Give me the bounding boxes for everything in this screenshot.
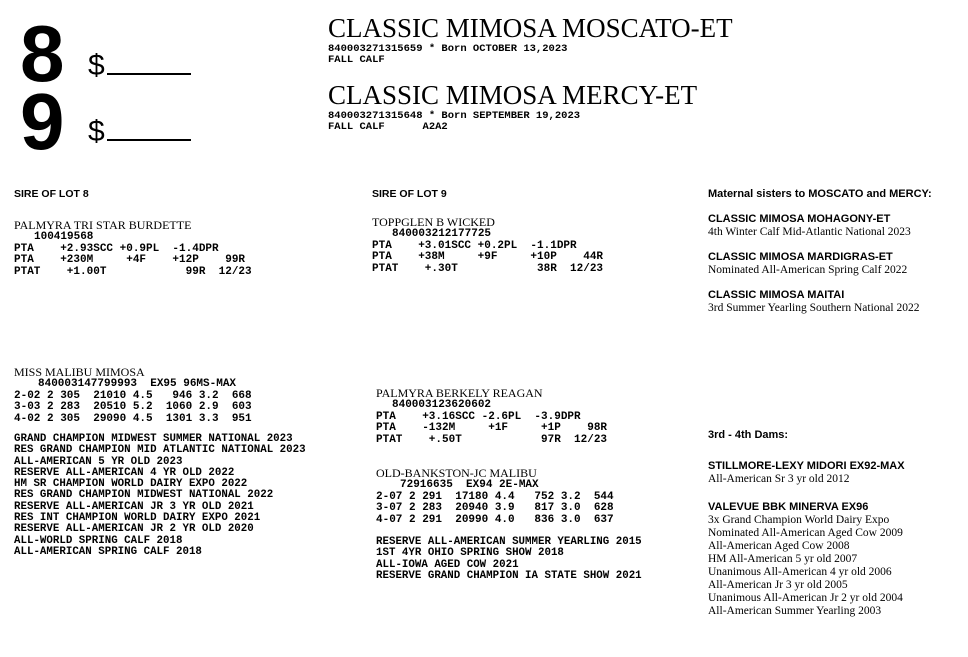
lot-9-name: CLASSIC MIMOSA MERCY-ET xyxy=(328,80,698,110)
dam-achievement-7: RESERVE ALL-AMERICAN JR 3 YR OLD 2021 xyxy=(14,500,254,513)
dam-achievement-2: RES GRAND CHAMPION MID ATLANTIC NATIONAL 2023 xyxy=(14,444,306,457)
lot-9-id-line: 840003271315648 * Born SEPTEMBER 19,2023 xyxy=(328,110,581,122)
dam-record-3: 4-02 2 305 29090 4.5 1301 3.3 951 xyxy=(14,412,252,425)
fourth-dam-name: VALEVUE BBK MINERVA EX96 xyxy=(708,501,869,513)
mgs-pta-2: PTA -132M +1F +1P 98R xyxy=(376,422,608,434)
lot-9-price-symbol: $ xyxy=(88,115,105,148)
sire-9-pta-2: PTA +38M +9F +10P 44R xyxy=(372,251,604,263)
granddam-record-3: 4-07 2 291 20990 4.0 836 3.0 637 xyxy=(376,513,614,526)
sire-8-pta-1: PTA +2.93SCC +0.9PL -1.4DPR xyxy=(14,242,219,255)
maternal-sisters-heading: Maternal sisters to MOSCATO and MERCY: xyxy=(708,188,932,200)
granddam-achievement-4: RESERVE GRAND CHAMPION IA STATE SHOW 2021 xyxy=(376,569,642,582)
lot-8-price xyxy=(88,51,191,81)
third-dam-name: STILLMORE-LEXY MIDORI EX92-MAX xyxy=(708,460,905,472)
fourth-dam-note-7: Unanimous All-American Jr 2 yr old 2004 xyxy=(708,592,903,604)
fourth-dam-note-3: All-American Aged Cow 2008 xyxy=(708,540,850,552)
sister-3-name: CLASSIC MIMOSA MAITAI xyxy=(708,289,845,301)
lot-8-class: FALL CALF xyxy=(328,54,385,66)
fourth-dam-note-1: 3x Grand Champion World Dairy Expo xyxy=(708,514,890,526)
mgs-ptat: PTAT +.50T 97R 12/23 xyxy=(376,433,608,446)
mgs-id: 840003123620602 xyxy=(392,399,492,411)
mgs-block xyxy=(376,387,607,446)
lot-8-price-blank[interactable] xyxy=(107,51,191,75)
sire-9-pta-1: PTA +3.01SCC +0.2PL -1.1DPR xyxy=(372,239,577,252)
dams-3-4 xyxy=(708,429,905,618)
sire-9-heading: SIRE OF LOT 9 xyxy=(372,188,447,200)
granddam-achievement-1: RESERVE ALL-AMERICAN SUMMER YEARLING 2015 xyxy=(376,536,642,548)
dam-achievement-9: RESERVE ALL-AMERICAN JR 2 YR OLD 2020 xyxy=(14,523,254,536)
sire-9-name: TOPPGLEN B WICKED xyxy=(372,215,495,229)
lot-9-number: 9 xyxy=(20,77,65,166)
sister-3-note: 3rd Summer Yearling Southern National 2022 xyxy=(708,302,920,314)
granddam-id-line: 72916635 EX94 2E-MAX xyxy=(400,479,539,491)
lot-9-price xyxy=(88,117,191,147)
granddam-record-1: 2-07 2 291 17180 4.4 752 3.2 544 xyxy=(376,490,614,503)
lot-8-name: CLASSIC MIMOSA MOSCATO-ET xyxy=(328,13,733,43)
granddam-block xyxy=(376,467,642,582)
lot-8-id-line: 840003271315659 * Born OCTOBER 13,2023 xyxy=(328,43,568,55)
sire-8-heading: SIRE OF LOT 8 xyxy=(14,188,89,200)
sire-9-ptat: PTAT +.30T 38R 12/23 xyxy=(372,262,604,275)
lot-8-price-symbol: $ xyxy=(88,49,105,82)
fourth-dam-note-5: Unanimous All-American 4 yr old 2006 xyxy=(708,566,892,578)
granddam-record-2: 3-07 2 283 20940 3.9 817 3.0 628 xyxy=(376,502,614,514)
dam-achievement-11: ALL-AMERICAN SPRING CALF 2018 xyxy=(14,545,202,558)
sire-8-block xyxy=(14,219,252,278)
granddam-achievement-2: 1ST 4YR OHIO SPRING SHOW 2018 xyxy=(376,547,564,560)
sister-2-note: Nominated All-American Spring Calf 2022 xyxy=(708,264,908,276)
dam-achievement-4: RESERVE ALL-AMERICAN 4 YR OLD 2022 xyxy=(14,466,235,479)
granddam-name: OLD-BANKSTON-JC MALIBU xyxy=(376,466,537,480)
dam-achievement-6: RES GRAND CHAMPION MIDWEST NATIONAL 2022 xyxy=(14,489,274,502)
mgs-pta-1: PTA +3.16SCC -2.6PL -3.9DPR xyxy=(376,410,581,423)
dam-record-2: 3-03 2 283 20510 5.2 1060 2.9 603 xyxy=(14,401,252,413)
dam-achievement-1: GRAND CHAMPION MIDWEST SUMMER NATIONAL 2023 xyxy=(14,433,293,445)
lot-9-price-blank[interactable] xyxy=(107,117,191,141)
dam-block xyxy=(14,366,306,558)
lot-8-header xyxy=(328,15,733,66)
third-dam-note-1: All-American Sr 3 yr old 2012 xyxy=(708,473,850,485)
granddam-achievement-3: ALL-IOWA AGED COW 2021 xyxy=(376,558,519,571)
fourth-dam-note-6: All-American Jr 3 yr old 2005 xyxy=(708,579,848,591)
sire-9-block xyxy=(372,216,603,275)
lot-9-class: FALL CALF A2A2 xyxy=(328,121,448,133)
lot-8-number: 8 xyxy=(20,9,65,98)
fourth-dam-note-8: All-American Summer Yearling 2003 xyxy=(708,605,882,617)
dam-achievement-5: HM SR CHAMPION WORLD DAIRY EXPO 2022 xyxy=(14,478,248,491)
sister-2-name: CLASSIC MIMOSA MARDIGRAS-ET xyxy=(708,251,893,263)
dam-achievement-10: ALL-WORLD SPRING CALF 2018 xyxy=(14,534,183,547)
dam-name: MISS MALIBU MIMOSA xyxy=(14,365,145,379)
lot-9-header xyxy=(328,82,697,133)
sister-1-note: 4th Winter Calf Mid-Atlantic National 2023 xyxy=(708,226,911,238)
sire-8-pta-2: PTA +230M +4F +12P 99R xyxy=(14,254,246,266)
dams-3-4-heading: 3rd - 4th Dams: xyxy=(708,429,789,441)
sister-1-name: CLASSIC MIMOSA MOHAGONY-ET xyxy=(708,213,891,225)
sire-8-ptat: PTAT +1.00T 99R 12/23 xyxy=(14,265,252,278)
dam-id-line: 840003147799993 EX95 96MS-MAX xyxy=(38,378,237,390)
dam-achievement-8: RES INT CHAMPION WORLD DAIRY EXPO 2021 xyxy=(14,512,261,525)
sire-8-name: PALMYRA TRI STAR BURDETTE xyxy=(14,218,192,232)
dam-achievement-3: ALL-AMERICAN 5 YR OLD 2023 xyxy=(14,455,183,468)
mgs-name: PALMYRA BERKELY REAGAN xyxy=(376,386,543,400)
dam-record-1: 2-02 2 305 21010 4.5 946 3.2 668 xyxy=(14,389,252,402)
sire-9-id: 840003212177725 xyxy=(392,228,492,240)
sire-8-id: 100419568 xyxy=(34,231,94,243)
maternal-sisters xyxy=(708,188,932,315)
fourth-dam-note-4: HM All-American 5 yr old 2007 xyxy=(708,553,858,565)
fourth-dam-note-2: Nominated All-American Aged Cow 2009 xyxy=(708,527,903,539)
